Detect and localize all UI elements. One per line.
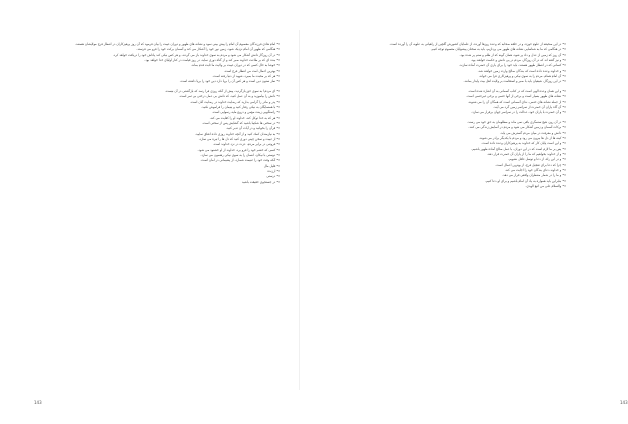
paragraph: «• به نیازمندان کمک کنید و از آنچه خداوند روزی داده انفاق نمایید.: [195, 131, 280, 136]
paragraph: «• آن گاه یاران آن حضرت از سراسر زمین گرد می آیند.: [493, 104, 566, 109]
paragraph: «• کینه ها از دل ها بیرون می رود و مردم با یکدیگر برادر می شوند.: [478, 135, 566, 140]
paragraph: «• دانش و معرفت در میان مردم گسترش می یابد.: [500, 130, 566, 135]
paragraph: «• فروتنی در برابر مردم، عزت در نزد خداوند است.: [212, 142, 280, 147]
paragraph: «• پدر و مادر را گرامی بدارید که رضایت خداوند در رضایت آنان است.: [189, 99, 280, 104]
paragraph: «• در آن روز، هیچ ستمگری باقی نمی ماند و مظلومان به حق خود می رسند.: [467, 119, 566, 124]
paragraph: «• هر که بر محبت ما بمیرد، شهید از دنیا رفته است.: [212, 74, 280, 79]
paragraph: «• کسانی که در انتظار ظهور هستند، باید خود را برای یاری آن حضرت آماده سازند.: [459, 63, 566, 68]
paragraph: «• چرا که دعا برای تعجیل فرج، از بهترین اعمال است.: [495, 162, 566, 167]
paragraph: «• بنابراین باید همواره به یاد آن امام باشیم و برای او دعا کنیم.: [484, 178, 566, 183]
paragraph: «• نشانه های ظهور بسیار است و برخی از آنها حتمی و برخی غیرحتمی است.: [466, 94, 566, 99]
paragraph: «• هر که به خدا توکل کند، خداوند او را کفایت می کند.: [209, 115, 280, 120]
paragraph: «• از جمله نشانه های حتمی، ندای آسمانی است که همگان آن را می شنوند.: [467, 99, 566, 104]
paragraph: «• دوستی با نیکان، انسان را به سوی نیکی رهنمون می سازد.: [200, 153, 280, 158]
paragraph: «• پس بر ما لازم است که در این دوران، با عمل صالح آماده ظهور باشیم.: [471, 146, 566, 151]
paragraph: «• والسلام علی من اتبع الهدی.: [525, 184, 566, 188]
paragraph: «• بهترین اعمال امت من انتظار فرج است.: [223, 68, 280, 73]
paragraph: «• با همسایگان به نیکی رفتار کنید و یتیمان را فراموش نکنید.: [201, 104, 280, 109]
paragraph: «• نماز ستون دین است و هر کس آن را برپا دارد دین خود را برپا داشته است.: [179, 79, 280, 84]
paragraph: «• و این همان وعده الهی است که در کتاب آسمانی به آن اشاره شده است.: [468, 88, 566, 93]
paragraph: «• در این روزگار، شیعیان باید با صبر و استقامت بر ولایت اهل بیت پایدار بمانند.: [463, 79, 566, 84]
paragraph: «• درستی: [266, 174, 280, 179]
paragraph: «• و در این راه، از دعا و توسل غافل نشویم.: [508, 157, 566, 162]
paragraph: «• در هنگامی که ما به شناسایی نشانه های ظهور می پردازیم، باید به سخنان پیشوایان معصوم توجه کنیم.: [430, 47, 566, 52]
paragraph: «• امام هادی فرزندگان معصوم آن امام را پیش بینی نمود و نشانه های ظهور و دوران غیبت را بیان فرمود که آن روز پرهیزکاران در انتظار فرج مولایشان هستند.: [75, 42, 280, 46]
paragraph: «• آنکه وقت خود را غنیمت شمارد، از پشیمانی در امان است.: [200, 158, 280, 163]
paragraph: «• و ما را در شمار منتظران واقعی قرار می دهد.: [502, 173, 566, 178]
page-number: 143: [34, 400, 42, 405]
paragraph: «• ارزنده: [267, 169, 280, 174]
right-page-text-column: [320, 42, 566, 189]
paragraph: «• هنگامی که ظهور آن امام نزدیک شود، زمین نور خود را آشکار می کند و آسمان برکت خود را فرو می فرستد.: [136, 47, 280, 52]
paragraph: «• در سختی ها شکیبا باشید که گشایش پس از سختی است.: [202, 121, 280, 126]
paragraph: «• قرآن را بخوانید و در آیات آن تدبر کنید.: [225, 126, 280, 131]
left-page-text-column: [34, 42, 280, 185]
paragraph: «• ای مردم! به سوی حق بازگردید، پیش از آنکه روزی فرا رسد که بازگشتی در آن نیست.: [164, 88, 280, 93]
paragraph: «• و خداوند وعده داده است که بندگان صالح وارث زمین خواهند شد.: [477, 68, 566, 73]
paragraph: «• کسی که خشم خود را فرو برد، خداوند از او خشنود می شود.: [197, 147, 280, 152]
paragraph: «• بنده ای که بر طاعت خداوند صبر کند و از گناه دوری نماید، در روز قیامت در کنار اولیای خدا خواهد بود.: [144, 58, 280, 63]
paragraph: «• آن امام همام، مردم را به سوی نیکی و پرهیزکاری فرا می خواند.: [478, 74, 566, 79]
paragraph: «• برکات آسمان و زمین آشکار می شود و مردم در آسایش زندگی می کنند.: [468, 125, 566, 130]
paragraph: «• از غیبت و سخن چینی دوری کنید که دل ها را تیره می سازد.: [198, 137, 280, 142]
paragraph: «• و این است پایان کار که خداوند به پرهیزکاران وعده داده است.: [481, 141, 566, 146]
paragraph: «• خوشا به حال کسی که در دوران غیبت بر ولایت ما ثابت قدم بماند.: [190, 63, 280, 68]
paragraph: «• دانش را بیاموزید و به آن عمل کنید، که دانش بی عمل درختی بی ثمر است.: [178, 94, 280, 99]
paragraph: «• و از خداوند بخواهیم که ما را از یاران آن حضرت قرار دهد.: [486, 151, 566, 156]
left-page: [0, 0, 300, 424]
paragraph: «• آن روز که زمین از عدل و داد پر شود، همان گونه که از ظلم و ستم پر شده بود.: [459, 52, 566, 57]
paragraph: «• و خداوند دعای بندگان خود را اجابت می کند.: [504, 167, 566, 172]
right-page: [300, 0, 628, 424]
paragraph: «• قلیل مال: [263, 163, 280, 168]
paragraph: «• در آن روزگار دانش آشکار می شود و مردم به سوی خداوند باز می گردند، و هر کس نیکی کند پاداش خود را دریافت خواهد کرد.: [112, 52, 280, 57]
paragraph: «• و نیز گفته اند که در آن روزگار، مردم در پی دانش و حکمت خواهند بود.: [470, 58, 566, 63]
paragraph: «• در این صحیفه از علوم حوزه، و در حلقه صحابه که وعده روزها آورده، از علمایان کشورش گلچین از راهیانی به علویه آن را آورده است.: [389, 42, 566, 46]
paragraph: «• و آن حضرت با یاران خود، عدالت را در سراسر جهان برقرار می سازد.: [471, 110, 566, 115]
paragraph: «• راستگویی زینت مؤمن و دروغ مایه رسوایی است.: [211, 110, 280, 115]
paragraph: «• در جستجوی حقیقت باشید: [241, 179, 280, 184]
page-number: 143: [620, 400, 628, 405]
